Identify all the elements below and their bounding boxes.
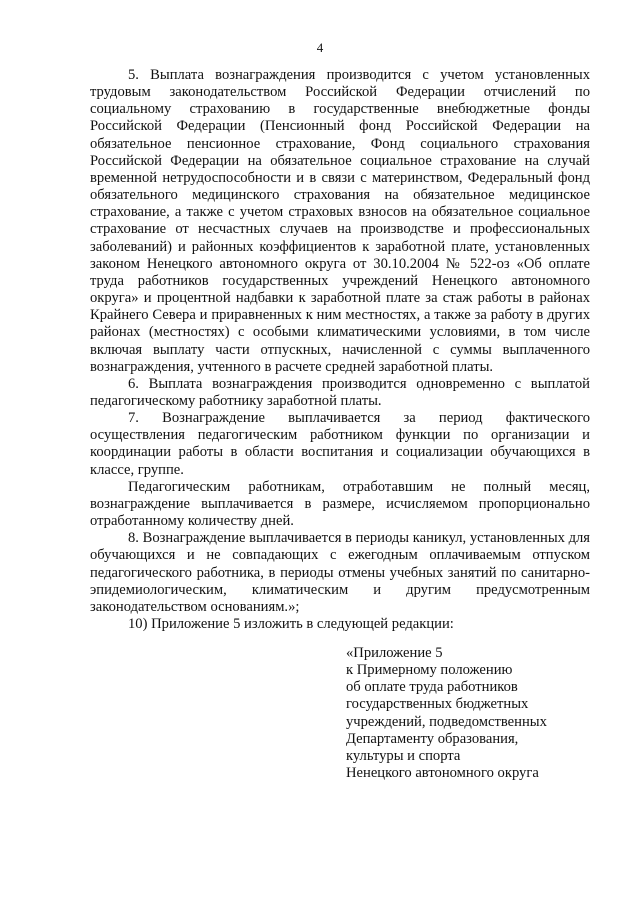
appendix-header: [346, 645, 606, 782]
appendix-line: Департаменту образования,: [346, 730, 519, 747]
paragraph-6: 6. Выплата вознаграждения производится одновременно с выплатой педагогическому работнику заработной платы.: [90, 375, 590, 409]
paragraph-8: 8. Вознаграждение выплачивается в периоды каникул, установленных для обучающихся и не совпадающих с ежегодным оплачиваемым отпуском педагогического работника, в периоды отмены учебных занятий по санитарно-эпидемиологическим, климатическим и другим предусмотренным законодательством основаниям.»;: [90, 530, 590, 615]
appendix-line: государственных бюджетных: [346, 696, 529, 713]
appendix-line: культуры и спорта: [346, 747, 461, 764]
appendix-line: «Приложение 5: [346, 645, 443, 661]
appendix-line: Ненецкого автономного округа: [346, 765, 539, 782]
appendix-line: об оплате труда работников: [346, 679, 518, 696]
document-body: [90, 67, 590, 633]
page-number: 4: [316, 40, 324, 55]
appendix-line: учреждений, подведомственных: [346, 713, 547, 730]
paragraph-5: 5. Выплата вознаграждения производится с учетом установленных трудовым законодательством Российской Федерации отчислений по социальному страхованию в государственные внебюджетные фонды Российской Федерации (Пенсионный фонд Российской Федерации на обязательное пенсионное страхование, Фонд социального страхования Российской Федерации на обязательное социальное страхование на случай временной нетрудоспособности и в связи с материнством, Федеральный фонд обязательного медицинского страхования на обязательное медицинское страхование, а также с учетом страховых взносов на обязательное социальное страхование от несчастных случаев на производстве и профессиональных заболеваний) и районных коэффициентов к заработной плате, установленных законом Ненецкого автономного округа от 30.10.2004 № 522-оз «Об оплате труда работников государственных учреждений Ненецкого автономного округа» и процентной надбавки к заработной плате за стаж работы в районах Крайнего Севера и приравненных к ним местностях, а также за работу в других районах (местностях) с особыми климатическими условиями, в том числе включая выплату части отпускных, начисленной с суммы выплаченного вознаграждения, учтенного в расчете средней заработной платы.: [90, 67, 590, 375]
paragraph-7-part-time: Педагогическим работникам, отработавшим не полный месяц, вознаграждение выплачивается в размере, исчисляемом пропорционально отработанному количеству дней.: [90, 478, 590, 530]
item-10: 10) Приложение 5 изложить в следующей редакции:: [128, 616, 454, 632]
appendix-line: к Примерному положению: [346, 662, 513, 679]
paragraph-7: 7. Вознаграждение выплачивается за период фактического осуществления педагогическим работником функции по организации и координации работы в области воспитания и социализации обучающихся в классе, группе.: [90, 410, 590, 478]
